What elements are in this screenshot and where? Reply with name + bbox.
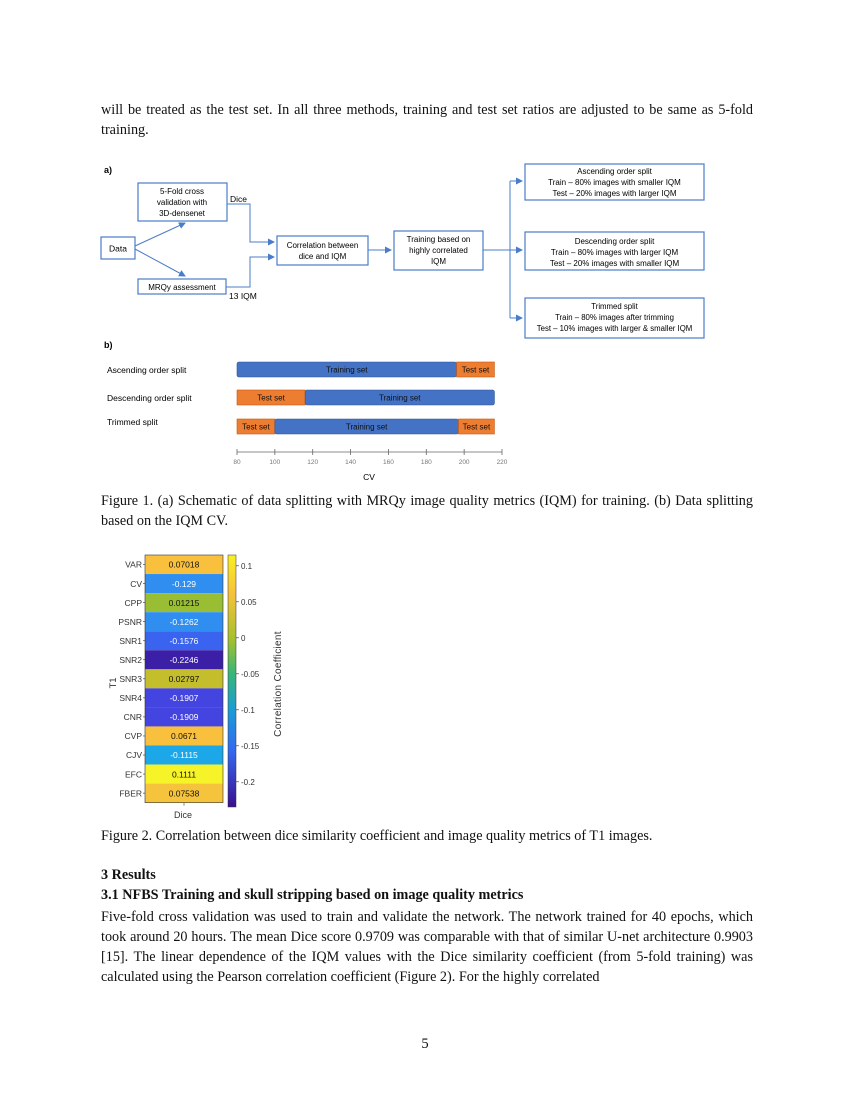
ascending-node bbox=[525, 164, 704, 200]
heatmap-row-label: SNR1 bbox=[119, 635, 142, 646]
heatmap-row-label: VAR bbox=[125, 559, 142, 570]
colorbar-tick-label: 0.05 bbox=[241, 597, 257, 607]
heatmap-cell-value: 0.02797 bbox=[168, 674, 200, 685]
heatmap-row-label: CNR bbox=[123, 712, 142, 723]
dice-edge-label: Dice bbox=[230, 194, 248, 204]
cv-axis-tick-label: 140 bbox=[345, 459, 357, 466]
cv-axis-label: CV bbox=[363, 472, 375, 482]
training-line-3: IQM bbox=[430, 257, 447, 266]
panel-b-label: b) bbox=[104, 340, 113, 350]
section-heading: 3 Results bbox=[101, 867, 156, 883]
split-segment-label: Training set bbox=[345, 422, 388, 432]
cv-axis-tick-label: 80 bbox=[233, 459, 241, 466]
heatmap-y-label: T1 bbox=[108, 677, 119, 689]
training-node bbox=[394, 231, 483, 270]
mrqy-node bbox=[138, 279, 226, 294]
cv-axis-tick-label: 160 bbox=[382, 459, 394, 466]
cv-axis-tick-label: 100 bbox=[269, 459, 281, 466]
heatmap-row-label: CV bbox=[130, 578, 142, 589]
row-label-descending: Descending order split bbox=[107, 393, 192, 403]
descending-line-1: Descending order split bbox=[574, 237, 655, 246]
correlation-node bbox=[277, 236, 368, 265]
colorbar-tick-label: -0.2 bbox=[241, 777, 255, 787]
heatmap-row-label: PSNR bbox=[118, 616, 142, 627]
heatmap-row-label: EFC bbox=[125, 769, 142, 780]
fivefold-line-1: 5-Fold cross bbox=[159, 187, 205, 196]
split-segment-label: Training set bbox=[326, 365, 368, 375]
cv-axis-tick-label: 220 bbox=[496, 459, 508, 466]
row-label-ascending: Ascending order split bbox=[107, 365, 187, 375]
ascending-line-2: Train – 80% images with smaller IQM bbox=[548, 178, 681, 187]
intro-paragraph: will be treated as the test set. In all three methods, training and test set ratios are adjusted to be same as 5-fold training. bbox=[101, 102, 753, 138]
split-segment-label: Test set bbox=[242, 422, 270, 432]
split-segment-label: Test set bbox=[462, 422, 491, 432]
heatmap-cell-value: 0.07018 bbox=[168, 559, 200, 570]
descending-line-3: Test – 20% images with smaller IQM bbox=[549, 259, 680, 268]
colorbar bbox=[228, 555, 260, 807]
figure-2-heatmap bbox=[100, 548, 300, 824]
figure-1-caption: Figure 1. (a) Schematic of data splitting with MRQy image quality metrics (IQM) for training. (b) Data splitting based on the IQM CV. bbox=[101, 493, 753, 529]
cv-axis-tick-label: 200 bbox=[458, 459, 470, 466]
cv-axis bbox=[233, 449, 507, 466]
trimmed-line-1: Trimmed split bbox=[591, 302, 638, 311]
data-node bbox=[101, 237, 135, 259]
data-node-label: Data bbox=[109, 243, 127, 254]
heatmap-cell-value: -0.1262 bbox=[169, 616, 199, 627]
correlation-line-2: dice and IQM bbox=[298, 252, 347, 261]
iqm-edge-label: 13 IQM bbox=[229, 291, 257, 301]
heatmap-cell-value: -0.1909 bbox=[169, 712, 199, 723]
mrqy-node-label: MRQy assessment bbox=[148, 283, 216, 292]
training-line-1: Training based on bbox=[406, 235, 471, 244]
trimmed-node bbox=[525, 298, 704, 338]
heatmap-row-label: CVP bbox=[124, 731, 142, 742]
descending-node bbox=[525, 232, 704, 270]
heatmap-row-label: CJV bbox=[125, 750, 142, 761]
heatmap-row-label: SNR3 bbox=[119, 674, 142, 685]
fivefold-node bbox=[138, 183, 227, 221]
row-label-trimmed: Trimmed split bbox=[107, 417, 158, 427]
heatmap-cell-value: -0.129 bbox=[171, 578, 197, 589]
ascending-line-3: Test – 20% images with larger IQM bbox=[552, 189, 677, 198]
heatmap-cell-value: -0.2246 bbox=[169, 654, 199, 665]
training-line-2: highly correlated bbox=[409, 246, 468, 255]
colorbar-gradient bbox=[228, 555, 236, 807]
split-segment-label: Test set bbox=[461, 365, 490, 375]
page-number: 5 bbox=[421, 1036, 429, 1052]
results-paragraph: Five-fold cross validation was used to train and validate the network. The network trained for 40 epochs, which took around 20 hours. The mean Dice score 0.9709 was comparable with that of similar U-net architecture 0.9903 [15]. The linear dependence of the IQM values with the Dice similarity coefficient (from 5-fold training) was calculated using the Pearson correlation coefficient (Figure 2). For the highly correlated bbox=[101, 909, 753, 985]
fivefold-line-3: 3D-densenet bbox=[159, 209, 205, 218]
colorbar-tick-label: -0.05 bbox=[241, 669, 260, 679]
colorbar-tick-label: 0.1 bbox=[241, 561, 253, 571]
heatmap-cell-value: -0.1576 bbox=[169, 635, 199, 646]
cv-axis-tick-label: 120 bbox=[307, 459, 319, 466]
figure-1 bbox=[95, 158, 715, 488]
colorbar-tick-label: -0.15 bbox=[241, 741, 260, 751]
subsection-heading: 3.1 NFBS Training and skull stripping based on image quality metrics bbox=[101, 887, 524, 903]
heatmap-row-label: SNR4 bbox=[119, 693, 142, 704]
correlation-line-1: Correlation between bbox=[286, 241, 359, 250]
heatmap-x-label: Dice bbox=[173, 810, 193, 820]
fivefold-line-2: validation with bbox=[156, 198, 208, 207]
descending-line-2: Train – 80% images with larger IQM bbox=[550, 248, 679, 257]
cv-axis-tick-label: 180 bbox=[420, 459, 432, 466]
heatmap-cell-value: 0.07538 bbox=[168, 788, 200, 799]
heatmap-row-label: FBER bbox=[119, 788, 142, 799]
heatmap-row-label: SNR2 bbox=[119, 654, 142, 665]
ascending-line-1: Ascending order split bbox=[577, 167, 652, 176]
trimmed-line-3: Test – 10% images with larger & smaller IQM bbox=[536, 324, 693, 333]
heatmap-cell-value: 0.01215 bbox=[168, 597, 200, 608]
heatmap-cell-value: -0.1115 bbox=[170, 750, 198, 761]
heatmap-cell-value: 0.0671 bbox=[171, 731, 197, 742]
heatmap-row-label: CPP bbox=[124, 597, 142, 608]
colorbar-tick-label: 0 bbox=[241, 633, 246, 643]
split-segment-label: Test set bbox=[257, 393, 285, 403]
heatmap-cells bbox=[118, 555, 223, 806]
split-bars bbox=[237, 362, 494, 434]
heatmap-cell-value: -0.1907 bbox=[169, 693, 199, 704]
panel-a-label: a) bbox=[104, 165, 113, 175]
colorbar-label: Correlation Coefficient bbox=[273, 631, 284, 737]
split-segment-label: Training set bbox=[379, 393, 421, 403]
heatmap-cell-value: 0.1111 bbox=[171, 769, 197, 780]
trimmed-line-2: Train – 80% images after trimming bbox=[555, 313, 674, 322]
colorbar-tick-label: -0.1 bbox=[241, 705, 255, 715]
figure-2-caption: Figure 2. Correlation between dice similarity coefficient and image quality metrics of T1 images. bbox=[101, 828, 653, 844]
